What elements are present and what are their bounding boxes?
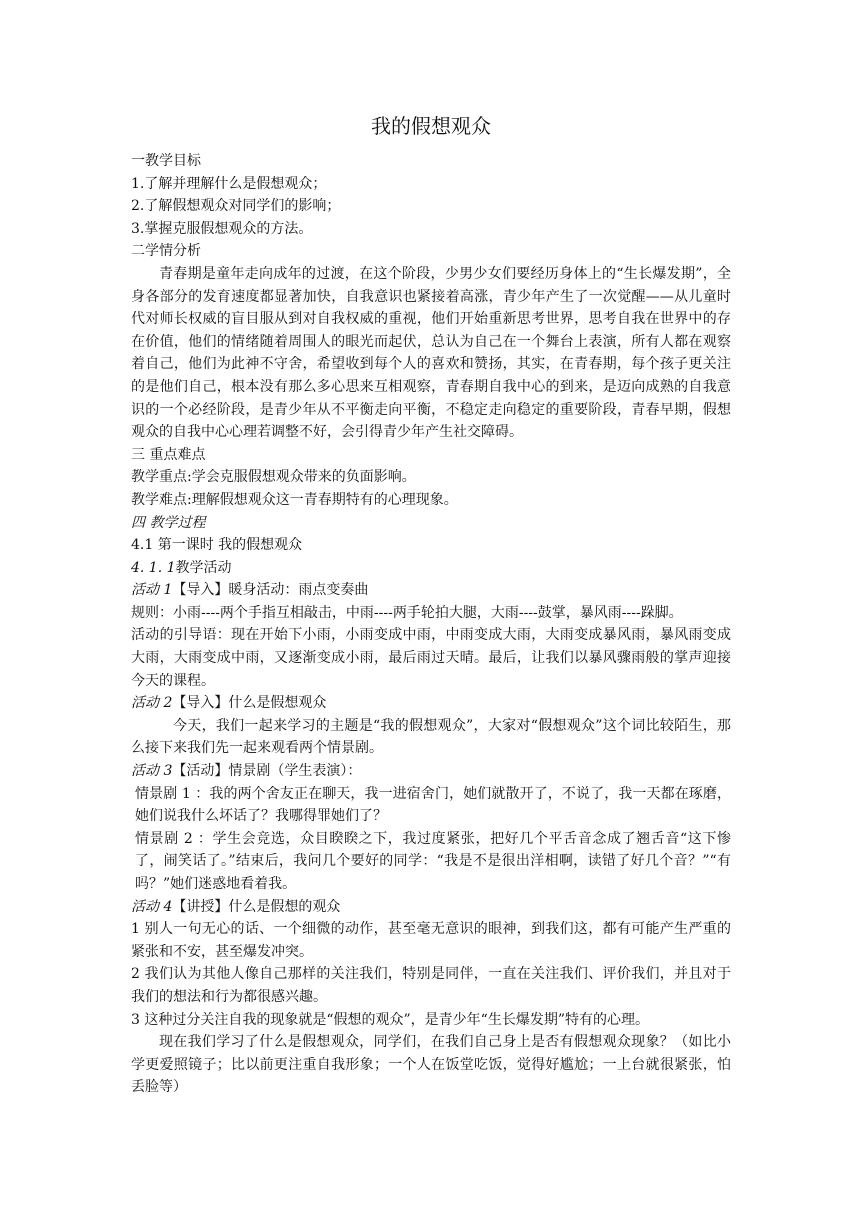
subsubsection-title: 教学活动 bbox=[175, 559, 232, 576]
activity-1-rules: 规则：小雨----两个手指互相敲击，中雨----两手轮拍大腿，大雨----鼓掌，暴风雨----跺脚。 bbox=[131, 604, 683, 621]
activity-title: 【导入】暖身活动：雨点变奏曲 bbox=[172, 582, 369, 599]
lecture-point-2: 2 我们认为其他人像自己那样的关注我们，特别是同伴，一直在关注我们、评价我们，并且对于我们的想法和行为都很感兴趣。 bbox=[131, 966, 731, 1005]
page-title: 我的假想观众 bbox=[371, 114, 491, 138]
section-heading-process: 四 教学过程 bbox=[131, 514, 206, 531]
activity-2-heading bbox=[131, 692, 731, 715]
goal-item: 2.了解假想观众对同学们的影响； bbox=[131, 198, 341, 215]
activity-title: 【导入】什么是假想观众 bbox=[172, 695, 327, 712]
activity-1-guide: 活动的引导语：现在开始下小雨，小雨变成中雨，中雨变成大雨，大雨变成暴风雨，暴风雨变成大雨，大雨变成中雨，又逐渐变成小雨，最后雨过天晴。最后，让我们以暴风骤雨般的掌声迎接今天的课程。 bbox=[131, 627, 731, 689]
scene-2-paragraph: 情景剧 2 ：学生会竞选，众目睽睽之下，我过度紧张，把好几个平舌音念成了翘舌音“这下惨了，闹笑话了。”结束后，我问几个要好的同学：“我是不是很出洋相啊，读错了好几个音？”“有吗？”她们迷惑地看着我。 bbox=[135, 830, 731, 892]
section-heading-analysis: 二学情分析 bbox=[131, 243, 201, 260]
activity-1-heading bbox=[131, 579, 731, 602]
subsubsection-number: 4. 1. 1 bbox=[131, 559, 176, 576]
document-page bbox=[131, 112, 731, 1099]
activity-title: 【讲授】什么是假想的观众 bbox=[172, 898, 341, 915]
goal-item: 3.掌握克服假想观众的方法。 bbox=[131, 220, 313, 237]
lecture-point-3: 3 这种过分关注自我的现象就是“假想的观众”，是青少年“生长爆发期”特有的心理。 bbox=[131, 1011, 649, 1028]
activity-label: 活动 1 bbox=[131, 582, 173, 599]
teaching-key-point: 教学重点:学会克服假想观众带来的负面影响。 bbox=[131, 469, 416, 486]
section-heading-goals: 一教学目标 bbox=[131, 153, 201, 169]
activity-label: 活动 3 bbox=[131, 763, 173, 780]
subsection-heading: 4.1 第一课时 我的假想观众 bbox=[131, 537, 303, 554]
activity-title: 【活动】情景剧（学生表演）： bbox=[172, 763, 362, 780]
subsubsection-heading bbox=[131, 557, 731, 580]
teaching-difficulty: 教学难点:理解假想观众这一青春期特有的心理现象。 bbox=[131, 491, 458, 508]
activity-2-paragraph: 今天，我们一起来学习的主题是“我的假想观众”，大家对“假想观众”这个词比较陌生，那么接下来我们先一起来观看两个情景剧。 bbox=[131, 717, 731, 757]
analysis-paragraph: 青春期是童年走向成年的过渡，在这个阶段，少男少女们要经历身体上的“生长爆发期”，全身各部分的发育速度都显著加快，自我意识也紧接着高涨，青少年产生了一次觉醒——从儿童时代对师长权威的盲目服从到对自我权威的重视，他们开始重新思考世界，思考自我在世界中的存在价值，他们的情绪随着周围人的眼光而起伏，总认为自己在一个舞台上表演，所有人都在观察着自己，他们为此神不守舍，希望收到每个人的喜欢和赞扬，其实，在青春期，每个孩子更关注的是他们自己，根本没有那么多心思来互相观察，青春期自我中心的到来，是迈向成熟的自我意识的一个必经阶段，是青少年从不平衡走向平衡，不稳定走向稳定的重要阶段，青春早期，假想观众的自我中心心理若调整不好，会引得青少年产生社交障碍。 bbox=[131, 265, 731, 441]
lecture-point-1: 1 别人一句无心的话、一个细微的动作，甚至毫无意识的眼神，到我们这，都有可能产生严重的紧张和不安，甚至爆发冲突。 bbox=[131, 921, 731, 960]
activity-label: 活动 2 bbox=[131, 695, 173, 712]
activity-label: 活动 4 bbox=[131, 898, 173, 915]
closing-paragraph: 现在我们学习了什么是假想观众，同学们，在我们自己身上是否有假想观众现象？（如比小学更爱照镜子；比以前更注重自我形象；一个人在饭堂吃饭，觉得好尴尬；一上台就很紧张，怕丢脸等） bbox=[131, 1034, 731, 1096]
activity-4-heading bbox=[131, 896, 731, 919]
section-heading-keypoints: 三 重点难点 bbox=[131, 446, 206, 463]
scene-1-paragraph: 情景剧 1 ：我的两个舍友正在聊天，我一进宿舍门，她们就散开了，不说了，我一天都在琢磨，她们说我什么坏话了？我哪得罪她们了？ bbox=[135, 785, 731, 825]
goal-item: 1.了解并理解什么是假想观众； bbox=[131, 175, 327, 192]
activity-3-heading bbox=[131, 760, 731, 783]
